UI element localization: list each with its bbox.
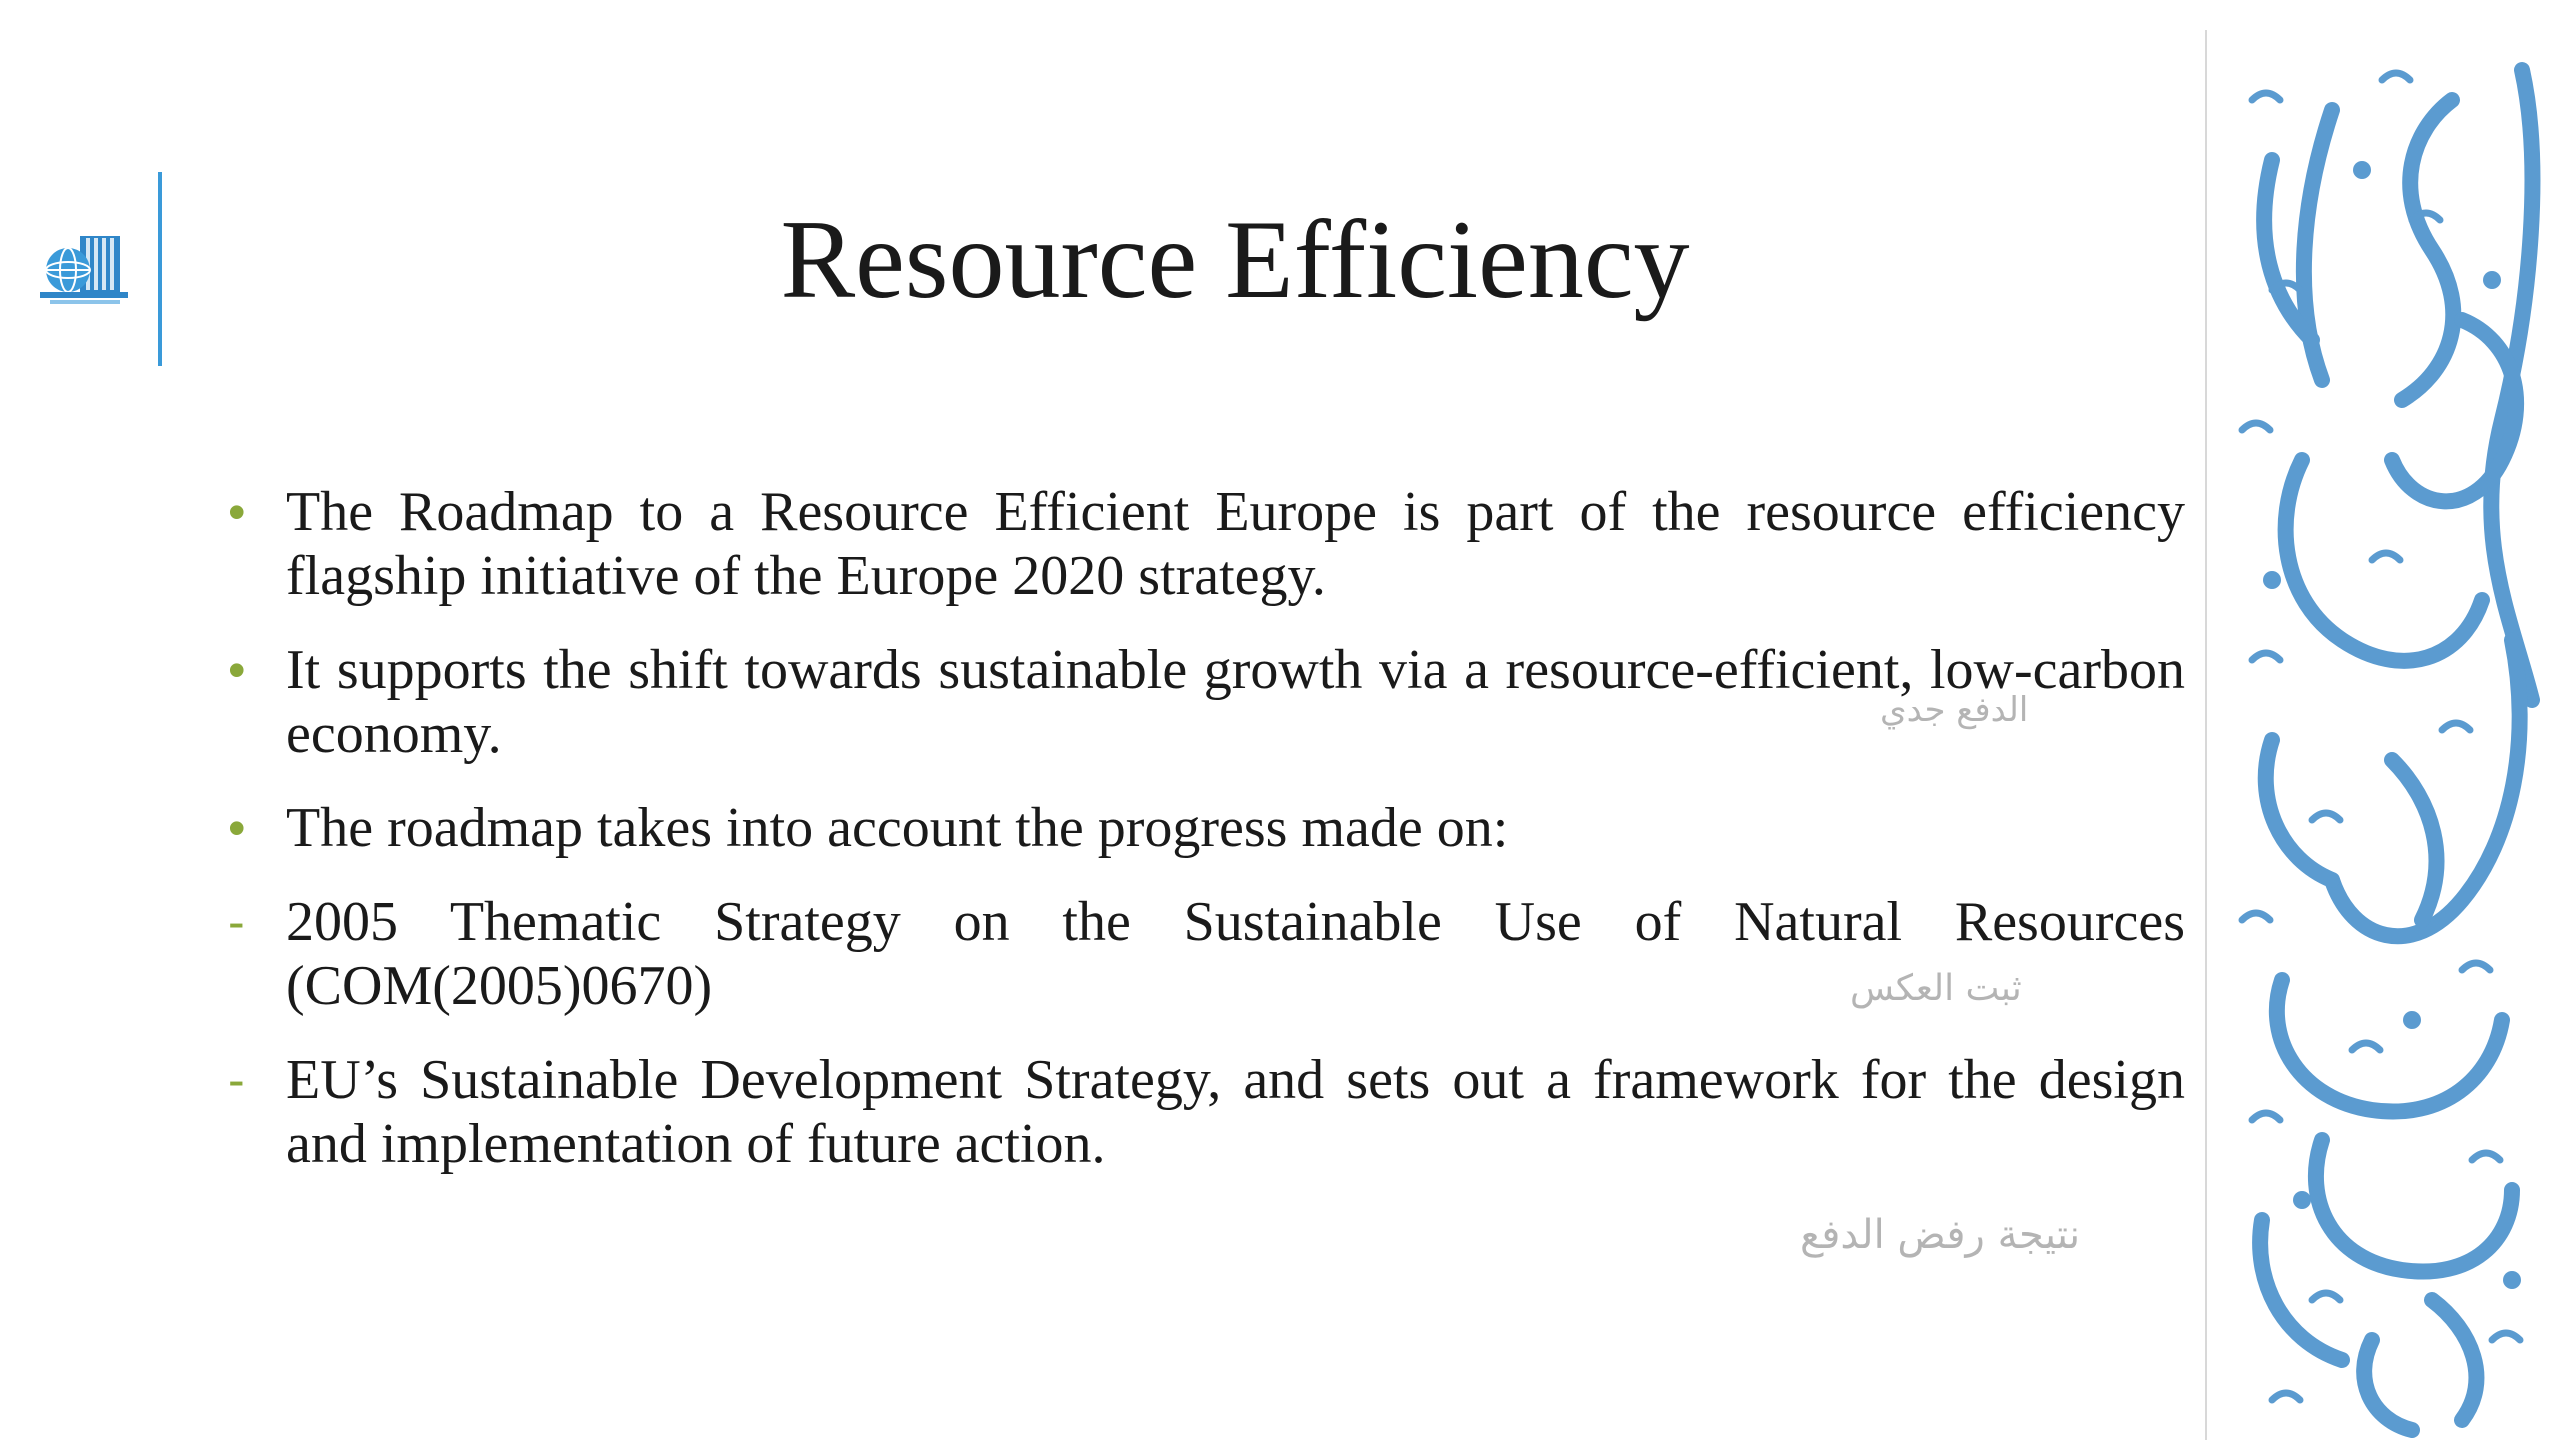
dash-marker: -	[228, 894, 245, 950]
dash-marker: -	[228, 1052, 245, 1108]
watermark-text: نتيجة رفض الدفع	[1800, 1212, 2081, 1258]
bullet-marker: •	[228, 642, 246, 698]
list-item	[220, 480, 2185, 608]
watermark-text: الدفع جدي	[1880, 690, 2029, 730]
watermark-text: ثبت العكس	[1850, 968, 2022, 1009]
bullet-marker: •	[228, 484, 246, 540]
slide-title: Resource Efficiency	[780, 198, 1690, 322]
list-item-text: The Roadmap to a Resource Efficient Europe is part of the resource efficiency flagship initiative of the Europe 2020 strategy.	[286, 481, 2185, 607]
bullet-marker: •	[228, 800, 246, 856]
list-item	[220, 796, 2185, 860]
list-item-text: It supports the shift towards sustainable growth via a resource-efficient, low-carbon economy.	[286, 639, 2185, 765]
list-item-text: The roadmap takes into account the progress made on:	[286, 797, 1509, 859]
list-item-text: EU’s Sustainable Development Strategy, and sets out a framework for the design and implementation of future action.	[286, 1049, 2185, 1175]
list-item-text: 2005 Thematic Strategy on the Sustainable Use of Natural Resources (COM(2005)0670)	[286, 891, 2185, 1017]
bullet-list	[220, 480, 2185, 1206]
university-globe-logo-icon	[36, 228, 132, 308]
list-item	[220, 1048, 2185, 1176]
